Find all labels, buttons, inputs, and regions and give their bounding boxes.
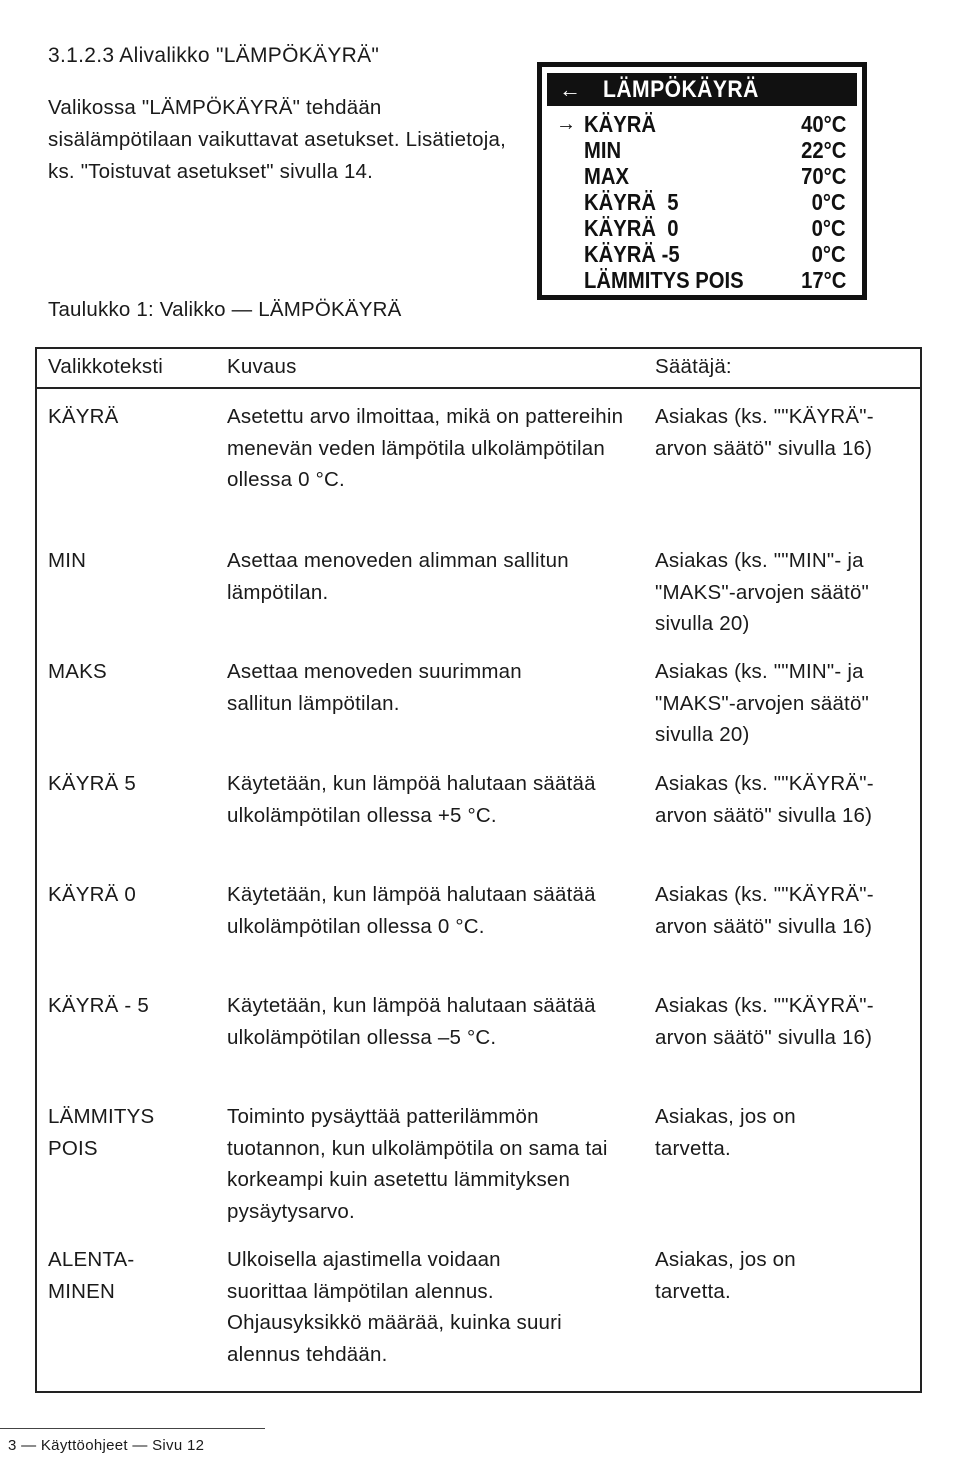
row-adjuster: Asiakas (ks. ""MIN"- ja "MAKS"-arvojen säätö" sivulla 20) — [655, 660, 870, 746]
lcd-row-value: 40°C — [800, 111, 846, 137]
header-adjuster: Säätäjä: — [655, 355, 732, 378]
lcd-row-kayra-5 — [556, 189, 846, 215]
header-menu-text: Valikkoteksti — [48, 355, 164, 378]
row-adjuster: Asiakas (ks. ""KÄYRÄ"-arvon säätö" sivulla 16) — [655, 994, 874, 1049]
row-description: Asetettu arvo ilmoittaa, mikä on pattereihin menevän veden lämpötila ulkolämpötilan ollessa 0 °C. — [227, 405, 624, 491]
lcd-row-value: 17°C — [800, 267, 846, 293]
row-name: KÄYRÄ 5 — [48, 772, 136, 795]
lcd-row-kayra — [556, 111, 846, 137]
table-caption: Taulukko 1: Valikko — LÄMPÖKÄYRÄ — [48, 298, 402, 321]
table-header-divider — [35, 387, 922, 389]
lcd-title-bar — [547, 73, 857, 106]
lcd-row-label: KÄYRÄ -5 — [584, 241, 680, 267]
row-adjuster: Asiakas, jos on tarvetta. — [655, 1105, 796, 1160]
row-name: ALENTA-MINEN — [48, 1248, 135, 1303]
row-description: Ulkoisella ajastimella voidaan suorittaa lämpötilan alennus. Ohjausyksikkö määrää, kuinka suuri alennus tehdään. — [227, 1248, 562, 1366]
lcd-row-max — [556, 163, 846, 189]
row-name: LÄMMITYS POIS — [48, 1105, 155, 1160]
row-name: MAKS — [48, 660, 107, 683]
lcd-row-lammitys-pois — [556, 267, 846, 293]
lcd-row-label: KÄYRÄ 5 — [584, 189, 679, 215]
row-description: Käytetään, kun lämpöä halutaan säätää ulkolämpötilan ollessa +5 °C. — [227, 772, 596, 827]
row-description: Toiminto pysäyttää patterilämmön tuotannon, kun ulkolämpötila on sama tai korkeampi kuin asetettu lämmityksen pysäytysarvo. — [227, 1105, 608, 1223]
lcd-row-value: 0°C — [812, 189, 846, 215]
pointer-arrow-icon: → — [556, 113, 576, 135]
footer-divider — [0, 1428, 265, 1429]
row-adjuster: Asiakas, jos on tarvetta. — [655, 1248, 796, 1303]
lcd-row-value: 70°C — [800, 163, 846, 189]
lcd-row-value: 0°C — [812, 215, 846, 241]
row-description: Käytetään, kun lämpöä halutaan säätää ulkolämpötilan ollessa –5 °C. — [227, 994, 596, 1049]
lcd-display — [537, 62, 867, 300]
row-adjuster: Asiakas (ks. ""KÄYRÄ"-arvon säätö" sivulla 16) — [655, 883, 874, 938]
row-description: Asettaa menoveden alimman sallitun lämpötilan. — [227, 549, 569, 604]
lcd-row-kayra-minus5 — [556, 241, 846, 267]
row-description: Asettaa menoveden suurimman sallitun lämpötilan. — [227, 660, 522, 715]
row-description: Käytetään, kun lämpöä halutaan säätää ulkolämpötilan ollessa 0 °C. — [227, 883, 596, 938]
lcd-row-label: MAX — [584, 163, 629, 189]
row-name: MIN — [48, 549, 87, 572]
lcd-title: LÄMPÖKÄYRÄ — [603, 76, 759, 103]
lcd-row-value: 22°C — [800, 137, 846, 163]
lcd-row-label: LÄMMITYS POIS — [584, 267, 744, 293]
page-footer: 3 — Käyttöohjeet — Sivu 12 — [8, 1437, 205, 1454]
row-name: KÄYRÄ 0 — [48, 883, 136, 906]
lcd-row-label: KÄYRÄ — [584, 111, 656, 137]
row-name: KÄYRÄ — [48, 405, 119, 428]
row-adjuster: Asiakas (ks. ""KÄYRÄ"-arvon säätö" sivulla 16) — [655, 772, 874, 827]
lcd-row-min — [556, 137, 846, 163]
row-name: KÄYRÄ - 5 — [48, 994, 149, 1017]
settings-table — [35, 347, 922, 1393]
lcd-row-kayra-0 — [556, 215, 846, 241]
lcd-row-label: MIN — [584, 137, 622, 163]
row-adjuster: Asiakas (ks. ""KÄYRÄ"-arvon säätö" sivulla 16) — [655, 405, 874, 460]
back-arrow-icon: ← — [559, 77, 582, 102]
header-description: Kuvaus — [227, 355, 297, 378]
intro-paragraph: Valikossa "LÄMPÖKÄYRÄ" tehdään sisälämpötilaan vaikuttavat asetukset. Lisätietoja, ks. "Toistuvat asetukset" sivulla 14. — [48, 96, 507, 183]
lcd-row-label: KÄYRÄ 0 — [584, 215, 679, 241]
section-heading: 3.1.2.3 Alivalikko "LÄMPÖKÄYRÄ" — [48, 44, 380, 67]
row-adjuster: Asiakas (ks. ""MIN"- ja "MAKS"-arvojen säätö" sivulla 20) — [655, 549, 870, 635]
lcd-row-value: 0°C — [812, 241, 846, 267]
